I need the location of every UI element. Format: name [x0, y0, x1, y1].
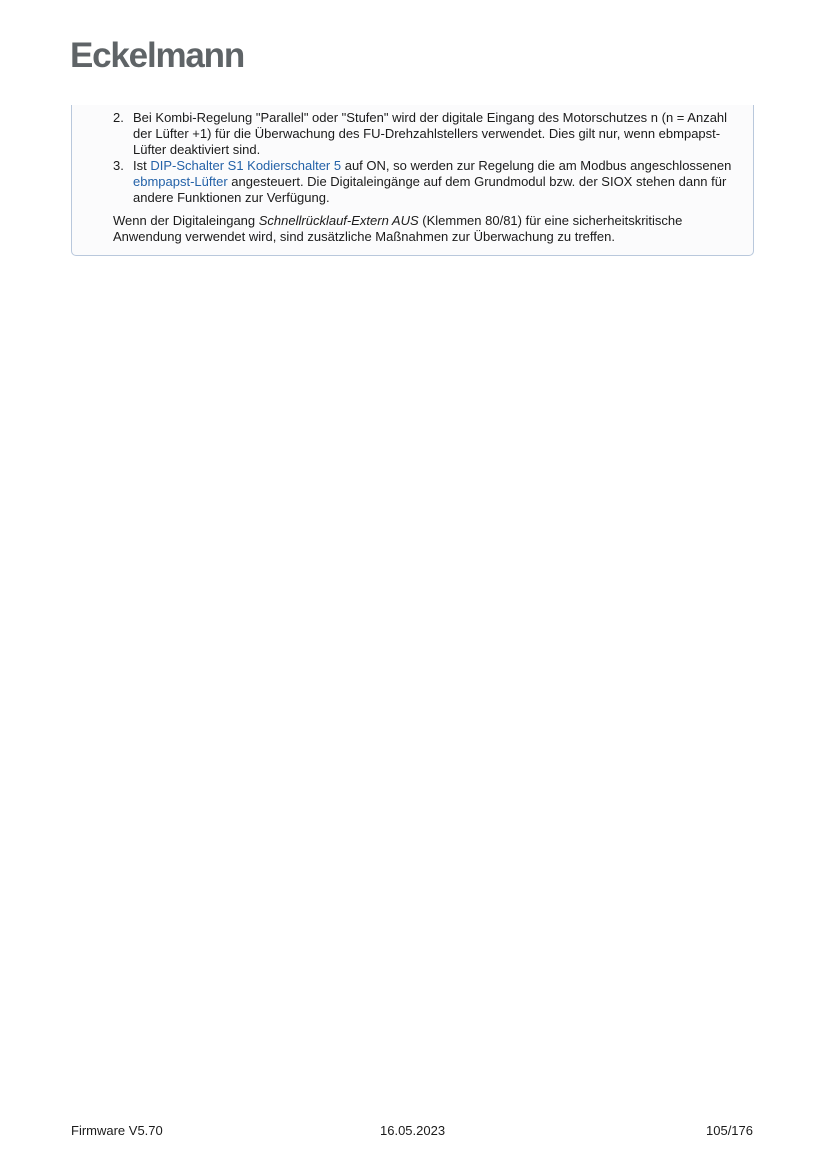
- list-item: [113, 110, 743, 158]
- footer-firmware: Firmware V5.70: [71, 1123, 163, 1138]
- note-box: [71, 105, 754, 256]
- list-item: [113, 158, 743, 206]
- list-item-text-mid: auf ON, so werden zur Regelung die am Modbus angeschlossenen: [341, 158, 732, 173]
- warning-paragraph-pre: Wenn der Digitaleingang: [113, 213, 259, 228]
- list-item-text: Bei Kombi-Regelung "Parallel" oder "Stufen" wird der digitale Eingang des Motorschutzes n (n = Anzahl der Lüfter +1) für die Überwachung des FU-Drehzahlstellers verwendet. Dies gilt nur, wenn ebmpapst-Lüfter deaktiviert sind.: [133, 110, 728, 157]
- list-item-text: [133, 158, 743, 206]
- warning-paragraph-emphasis: Schnellrücklauf-Extern AUS: [258, 213, 419, 228]
- list-item-text-pre: Ist: [133, 158, 151, 173]
- list-item-number: 2.: [113, 110, 124, 125]
- numbered-list: [113, 110, 743, 206]
- ebmpapst-fan-link[interactable]: ebmpapst-Lüfter: [133, 174, 228, 189]
- dip-switch-link[interactable]: DIP-Schalter S1 Kodierschalter 5: [150, 158, 342, 173]
- warning-paragraph-post: (Klemmen 80/81) für eine sicherheitskritische Anwendung verwendet wird, sind zusätzliche Maßnahmen zur Überwachung zu treffen.: [113, 213, 683, 244]
- list-item-text-post: angesteuert. Die Digitaleingänge auf dem Grundmodul bzw. der SIOX stehen dann für andere Funktionen zur Verfügung.: [133, 174, 727, 205]
- list-item-number: 3.: [113, 158, 124, 173]
- warning-paragraph: [113, 213, 743, 245]
- footer-page-number: 105/176: [706, 1123, 753, 1138]
- eckelmann-logo: Eckelmann: [70, 36, 245, 75]
- footer-date: 16.05.2023: [380, 1123, 446, 1138]
